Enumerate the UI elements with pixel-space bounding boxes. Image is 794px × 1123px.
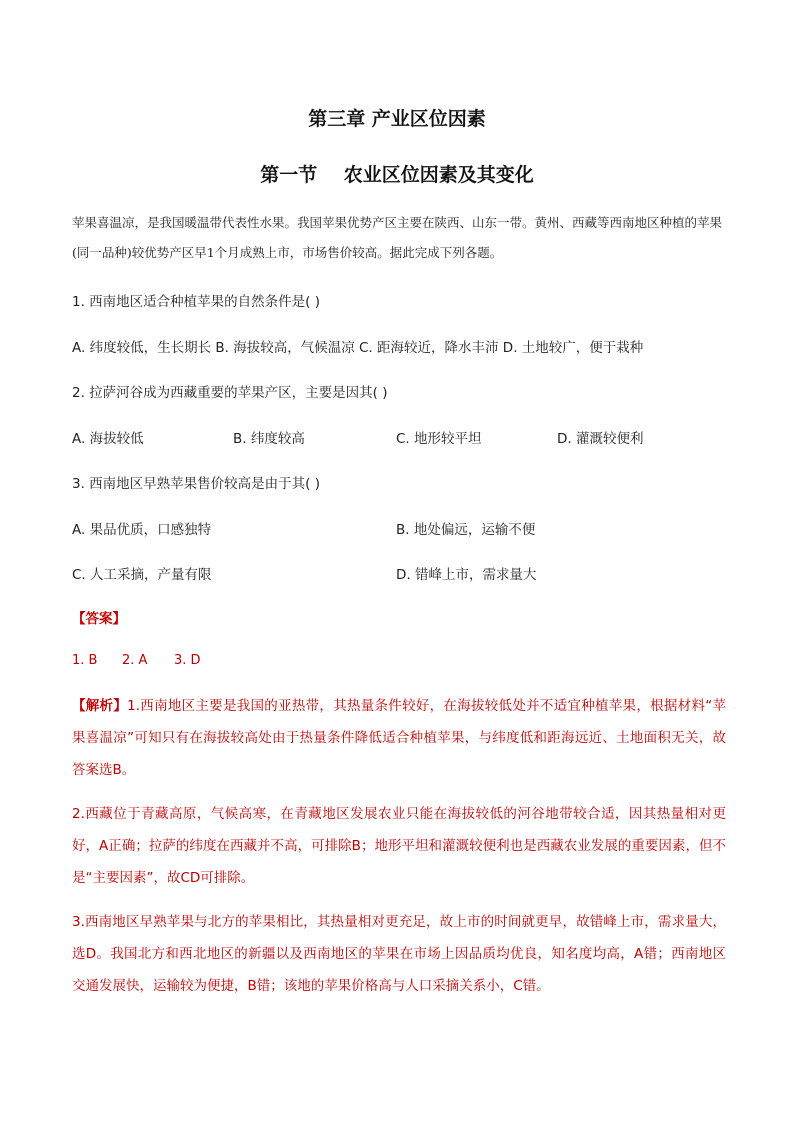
question-3-option-c: C. 人工采摘，产量有限 — [72, 567, 212, 583]
question-1-stem: 1. 西南地区适合种植苹果的自然条件是( ) — [72, 294, 320, 310]
question-2-option-c: C. 地形较平坦 — [396, 431, 482, 447]
explanation-1-text: 1.西南地区主要是我国的亚热带，其热量条件较好，在海拔较低处并不适宜种植苹果，根据材料“苹果喜温凉”可知只有在海拔较高处由于热量条件降低适合种植苹果，与纬度低和距海远近、土地面积无关，故答案选B。 — [72, 698, 727, 778]
explanation-label: 【解析】 — [72, 698, 128, 714]
answer-label: 【答案】 — [72, 611, 126, 627]
question-2-option-a: A. 海拔较低 — [72, 431, 144, 447]
chapter-title: 第三章 产业区位因素 — [308, 108, 486, 130]
answer-2: 2. A — [122, 653, 148, 668]
explanation-1 — [72, 690, 726, 786]
question-2-stem: 2. 拉萨河谷成为西藏重要的苹果产区，主要是因其( ) — [72, 385, 388, 401]
question-3-option-a: A. 果品优质，口感独特 — [72, 522, 212, 538]
question-3-option-d: D. 错峰上市，需求量大 — [396, 567, 537, 583]
answer-3: 3. D — [174, 653, 201, 668]
intro-paragraph: 苹果喜温凉，是我国暖温带代表性水果。我国苹果优势产区主要在陕西、山东一带。黄州、西藏等西南地区种植的苹果(同一品种)较优势产区早1个月成熟上市，市场售价较高。据此完成下列各题。 — [72, 215, 723, 260]
question-3-option-b: B. 地处偏远，运输不便 — [396, 522, 536, 538]
explanation-3: 3.西南地区早熟苹果与北方的苹果相比，其热量相对更充足，故上市的时间就更早，故错峰上市，需求量大，选D。我国北方和西北地区的新疆以及西南地区的苹果在市场上因品质均优良，知名度均高，A错；西南地区交通发展快，运输较为便捷，B错；该地的苹果价格高与人口采摘关系小，C错。 — [72, 914, 726, 994]
answer-1: 1. B — [72, 653, 98, 668]
question-2-option-b: B. 纬度较高 — [233, 431, 305, 447]
section-title: 第一节 农业区位因素及其变化 — [260, 164, 534, 186]
question-3-stem: 3. 西南地区早熟苹果售价较高是由于其( ) — [72, 476, 320, 492]
explanation-2: 2.西藏位于青藏高原，气候高寒，在青藏地区发展农业只能在海拔较低的河谷地带较合适，因其热量相对更好，A正确；拉萨的纬度在西藏并不高，可排除B；地形平坦和灌溉较便利也是西藏农业发展的重要因素，但不是“主要因素”，故CD可排除。 — [72, 806, 726, 886]
question-2-option-d: D. 灌溉较便利 — [557, 431, 644, 447]
question-1-options: A. 纬度较低，生长期长 B. 海拔较高，气候温凉 C. 距海较近，降水丰沛 D. 土地较广，便于栽种 — [72, 340, 644, 356]
